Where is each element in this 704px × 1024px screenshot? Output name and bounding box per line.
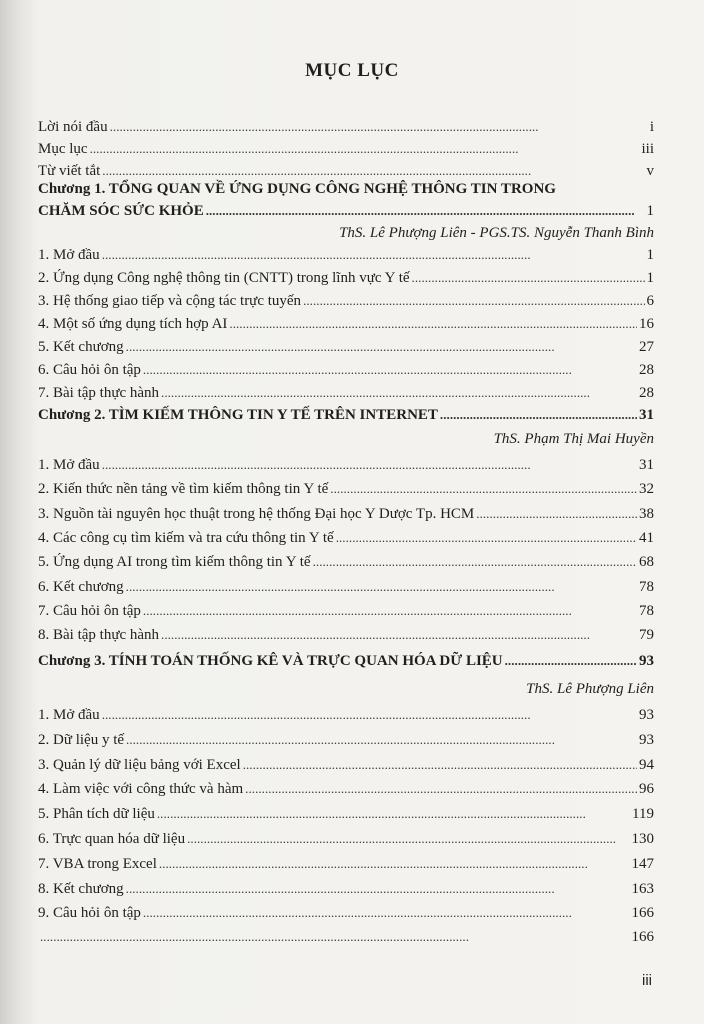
toc-entry-page: 1 [646, 247, 654, 263]
chapter-page: 93 [639, 653, 654, 669]
dot-leader [102, 456, 637, 474]
toc-entry-page: 68 [639, 554, 654, 570]
toc-entry[interactable] [38, 731, 654, 749]
toc-entry-abbreviations[interactable] [38, 162, 654, 180]
toc-entry[interactable] [38, 361, 654, 379]
toc-entry[interactable] [38, 706, 654, 724]
toc-entry-label: 7. Câu hỏi ôn tập [38, 603, 141, 619]
chapter-title: Chương 3. TÍNH TOÁN THỐNG KÊ VÀ TRỰC QUAN HÓA DỮ LIỆU [38, 653, 503, 669]
dot-leader [243, 756, 637, 774]
toc-entry-label: 1. Mở đầu [38, 707, 100, 723]
toc-entry-page: 96 [639, 781, 654, 797]
chapter-1-author: ThS. Lê Phượng Liên - PGS.TS. Nguyễn Thanh Bình [339, 225, 654, 241]
dot-leader [412, 269, 645, 287]
chapter-2-heading[interactable] [38, 406, 654, 424]
dot-leader [161, 384, 637, 402]
dot-leader [40, 928, 630, 946]
toc-entry-label: 6. Câu hỏi ôn tập [38, 362, 141, 378]
toc-entry-label: 8. Bài tập thực hành [38, 627, 160, 643]
toc-entry-label: 2. Ứng dụng Công nghệ thông tin (CNTT) trong lĩnh vực Y tế [38, 270, 410, 286]
dot-leader [157, 805, 630, 823]
chapter-page: 31 [639, 407, 654, 423]
toc-entry[interactable] [38, 880, 654, 898]
page-title: MỤC LỤC [305, 60, 399, 81]
toc-entry-page: 166 [631, 905, 654, 921]
dot-leader [126, 731, 637, 749]
toc-entry-label: 7. Bài tập thực hành [38, 385, 160, 401]
toc-entry-label: 3. Nguồn tài nguyên học thuật trong hệ thống Đại học Y Dược Tp. HCM [38, 506, 475, 522]
chapter-page: 1 [646, 203, 654, 219]
dot-leader [303, 292, 644, 310]
toc-entry-page: 93 [639, 707, 654, 723]
toc-entry-label: 1. Mở đầu [38, 457, 100, 473]
toc-entry-page: 31 [639, 457, 654, 473]
dot-leader [126, 880, 630, 898]
toc-entry[interactable] [38, 384, 654, 402]
toc-entry-label: 5. Ứng dụng AI trong tìm kiếm thông tin Y tế [38, 554, 311, 570]
chapter-title: CHĂM SÓC SỨC KHỎE [38, 203, 204, 219]
toc-entry[interactable] [38, 246, 654, 264]
toc-entry[interactable] [38, 456, 654, 474]
toc-entry-label: 5. Kết chương [38, 339, 124, 355]
chapter-2-author: ThS. Phạm Thị Mai Huyền [493, 431, 654, 447]
dot-leader [330, 480, 637, 498]
toc-entry[interactable] [38, 626, 654, 644]
toc-entry-page: 28 [639, 385, 654, 401]
toc-entry-page: 93 [639, 732, 654, 748]
toc-entry-label: 2. Kiến thức nền tảng về tìm kiếm thông tin Y tế [38, 481, 329, 497]
dot-leader [476, 505, 637, 523]
toc-entry-page: 41 [639, 530, 654, 546]
toc-entry-label: 2. Dữ liệu y tế [38, 732, 125, 748]
dot-leader [245, 780, 637, 798]
dot-leader [90, 140, 640, 158]
dot-leader [313, 553, 637, 571]
toc-entry-page: 6 [646, 293, 654, 309]
toc-entry-page: 38 [639, 506, 654, 522]
toc-entry-page: 27 [639, 339, 654, 355]
dot-leader [187, 830, 629, 848]
toc-entry-label: 9. Câu hỏi ôn tập [38, 905, 141, 921]
toc-entry[interactable] [38, 480, 654, 498]
toc-entry[interactable] [38, 805, 654, 823]
dot-leader [159, 855, 630, 873]
toc-entry[interactable] [38, 904, 654, 922]
dot-leader [440, 406, 637, 424]
toc-entry-page: 79 [639, 627, 654, 643]
toc-entry-page: v [646, 163, 654, 179]
toc-entry-page: i [649, 119, 654, 135]
toc-entry-label: Mục lục [38, 141, 88, 157]
toc-entry-label: 5. Phân tích dữ liệu [38, 806, 155, 822]
toc-entry-label: 1. Mở đầu [38, 247, 100, 263]
toc-entry[interactable] [38, 269, 654, 287]
toc-entry-label: 3. Quản lý dữ liệu bảng với Excel [38, 757, 241, 773]
toc-entry-page: 163 [631, 881, 654, 897]
chapter-3-author: ThS. Lê Phượng Liên [526, 681, 654, 697]
toc-entry-label: 6. Kết chương [38, 579, 124, 595]
toc-entry-page: 94 [639, 757, 654, 773]
toc-entry[interactable] [38, 928, 654, 946]
toc-entry-page: 78 [639, 579, 654, 595]
dot-leader [102, 246, 645, 264]
toc-entry-page: 147 [631, 856, 654, 872]
toc-entry[interactable] [38, 756, 654, 774]
toc-entry[interactable] [38, 529, 654, 547]
dot-leader [102, 162, 644, 180]
chapter-title: Chương 2. TÌM KIẾM THÔNG TIN Y TẾ TRÊN INTERNET [38, 407, 438, 423]
dot-leader [102, 706, 637, 724]
toc-entry[interactable] [38, 505, 654, 523]
chapter-1-title-line1[interactable]: Chương 1. TỔNG QUAN VỀ ỨNG DỤNG CÔNG NGHỆ THÔNG TIN TRONG [38, 181, 556, 197]
toc-entry[interactable] [38, 553, 654, 571]
dot-leader [229, 315, 637, 333]
toc-entry-contents[interactable] [38, 140, 654, 158]
toc-entry-label: Lời nói đầu [38, 119, 108, 135]
dot-leader [505, 652, 637, 670]
toc-entry-page: iii [641, 141, 654, 157]
toc-entry[interactable] [38, 578, 654, 596]
toc-entry-label: 6. Trực quan hóa dữ liệu [38, 831, 186, 847]
chapter-1-heading[interactable] [38, 202, 654, 220]
toc-entry[interactable] [38, 855, 654, 873]
dot-leader [143, 602, 637, 620]
toc-entry-page: 78 [639, 603, 654, 619]
dot-leader [336, 529, 637, 547]
dot-leader [110, 118, 648, 136]
toc-entry-label: Từ viết tắt [38, 163, 101, 179]
toc-entry[interactable] [38, 338, 654, 356]
toc-entry-preface[interactable] [38, 118, 654, 136]
dot-leader [143, 361, 637, 379]
toc-entry[interactable] [38, 315, 654, 333]
toc-entry-page: 130 [631, 831, 654, 847]
toc-entry[interactable] [38, 292, 654, 310]
dot-leader [161, 626, 637, 644]
toc-entry-page: 32 [639, 481, 654, 497]
toc-entry-label: 4. Một số ứng dụng tích hợp AI [38, 316, 228, 332]
toc-entry-page: 16 [639, 316, 654, 332]
dot-leader [143, 904, 630, 922]
dot-leader [126, 338, 637, 356]
toc-entry-page: 28 [639, 362, 654, 378]
dot-leader [206, 202, 645, 220]
chapter-3-heading[interactable] [38, 652, 654, 670]
toc-entry-label: 3. Hệ thống giao tiếp và cộng tác trực tuyến [38, 293, 302, 309]
toc-entry-page: 119 [632, 806, 654, 822]
toc-entry-label: 4. Làm việc với công thức và hàm [38, 781, 244, 797]
toc-entry-label: 8. Kết chương [38, 881, 124, 897]
toc-entry-page: 166 [631, 929, 654, 945]
toc-entry[interactable] [38, 780, 654, 798]
toc-entry[interactable] [38, 830, 654, 848]
page-number: iii [642, 972, 652, 989]
toc-entry[interactable] [38, 602, 654, 620]
toc-entry-page: 1 [646, 270, 654, 286]
toc-entry-label: 7. VBA trong Excel [38, 856, 157, 872]
toc-entry-label: 4. Các công cụ tìm kiếm và tra cứu thông tin Y tế [38, 530, 334, 546]
dot-leader [126, 578, 637, 596]
